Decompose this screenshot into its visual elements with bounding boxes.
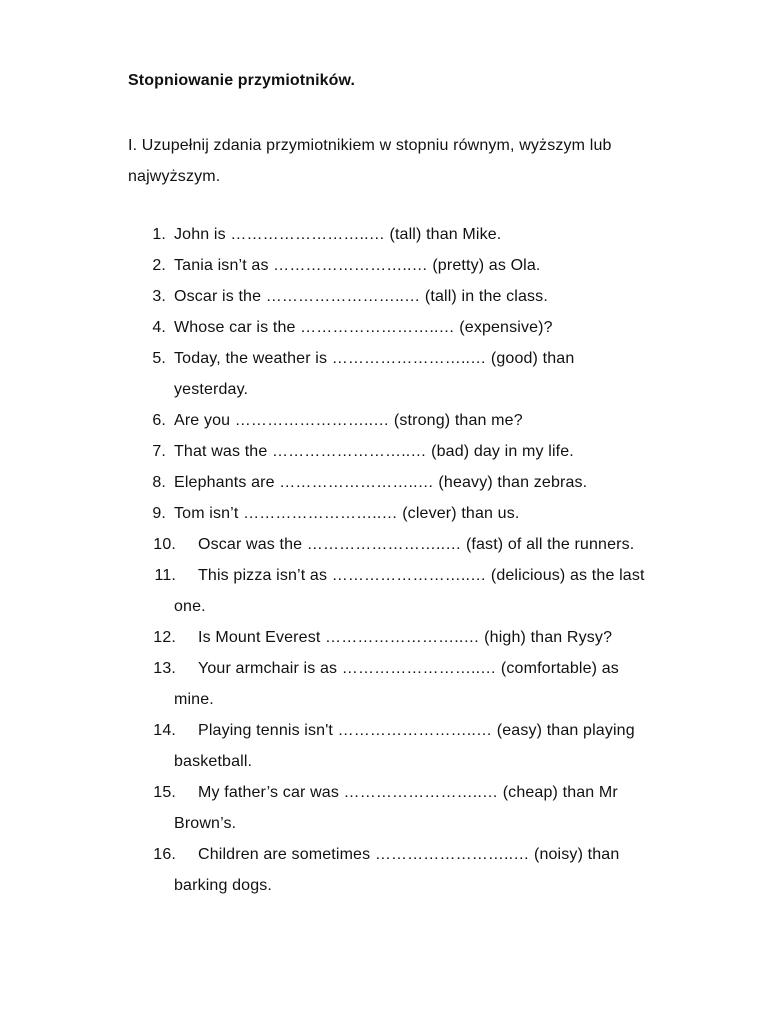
exercise-sentence: Oscar is the ……………………..… (tall) in the class. (174, 288, 548, 305)
exercise-number: 1. (152, 226, 166, 243)
exercise-number: 7. (152, 443, 166, 460)
exercise-sentence: Children are sometimes ……………………..… (noisy) than (198, 846, 620, 863)
exercise-item (0, 343, 768, 405)
exercise-sentence: Are you ……………………..… (strong) than me? (174, 412, 523, 429)
worksheet-title: Stopniowanie przymiotników. (128, 72, 356, 89)
exercise-item (0, 405, 768, 436)
exercise-number: 2. (152, 257, 166, 274)
exercise-item (0, 529, 768, 560)
exercise-item (0, 281, 768, 312)
exercise-number: 6. (152, 412, 166, 429)
exercise-number: 5. (152, 350, 166, 367)
exercise-number: 4. (152, 319, 166, 336)
exercise-item (0, 498, 768, 529)
exercise-number: 10. (153, 536, 176, 553)
exercise-number: 14. (153, 722, 176, 739)
exercise-sentence: Elephants are ……………………..… (heavy) than zebras. (174, 474, 588, 491)
exercise-item (0, 312, 768, 343)
exercise-item (0, 839, 768, 901)
exercise-sentence: Tania isn’t as ……………………..… (pretty) as Ola. (174, 257, 541, 274)
exercise-sentence-continuation: basketball. (174, 753, 253, 770)
exercise-item (0, 715, 768, 777)
exercise-sentence: Your armchair is as ……………………..… (comfortable) as (198, 660, 619, 677)
exercise-number: 9. (152, 505, 166, 522)
exercise-instruction: I. Uzupełnij zdania przymiotnikiem w stopniu równym, wyższym lub najwyższym. (128, 137, 612, 185)
exercise-number: 11. (154, 567, 176, 584)
exercise-number: 16. (153, 846, 176, 863)
exercise-item (0, 250, 768, 281)
exercise-sentence: Is Mount Everest ……………………..… (high) than Rysy? (198, 629, 613, 646)
exercise-item (0, 622, 768, 653)
exercise-list (0, 219, 768, 901)
exercise-number: 8. (152, 474, 166, 491)
exercise-sentence: Today, the weather is ……………………..… (good) than (174, 350, 575, 367)
exercise-item (0, 219, 768, 250)
exercise-sentence: Whose car is the ……………………..… (expensive)? (174, 319, 553, 336)
exercise-sentence: Tom isn’t ……………………..… (clever) than us. (174, 505, 520, 522)
exercise-number: 13. (153, 660, 176, 677)
exercise-sentence-continuation: one. (174, 598, 206, 615)
exercise-item (0, 560, 768, 622)
exercise-sentence: That was the ……………………..… (bad) day in my life. (174, 443, 574, 460)
exercise-item (0, 436, 768, 467)
exercise-number: 3. (152, 288, 166, 305)
exercise-number: 15. (153, 784, 176, 801)
exercise-sentence-continuation: mine. (174, 691, 214, 708)
exercise-item (0, 467, 768, 498)
exercise-item (0, 653, 768, 715)
exercise-number: 12. (153, 629, 176, 646)
exercise-sentence: This pizza isn’t as ……………………..… (delicious) as the last (198, 567, 645, 584)
exercise-sentence-continuation: yesterday. (174, 381, 249, 398)
exercise-sentence-continuation: Brown’s. (174, 815, 237, 832)
exercise-sentence: Playing tennis isn't ……………………..… (easy) than playing (198, 722, 635, 739)
exercise-sentence-continuation: barking dogs. (174, 877, 273, 894)
exercise-item (0, 777, 768, 839)
exercise-sentence: John is ……………………..… (tall) than Mike. (174, 226, 502, 243)
exercise-sentence: My father’s car was ……………………..… (cheap) than Mr (198, 784, 618, 801)
exercise-sentence: Oscar was the ……………………..… (fast) of all the runners. (198, 536, 635, 553)
